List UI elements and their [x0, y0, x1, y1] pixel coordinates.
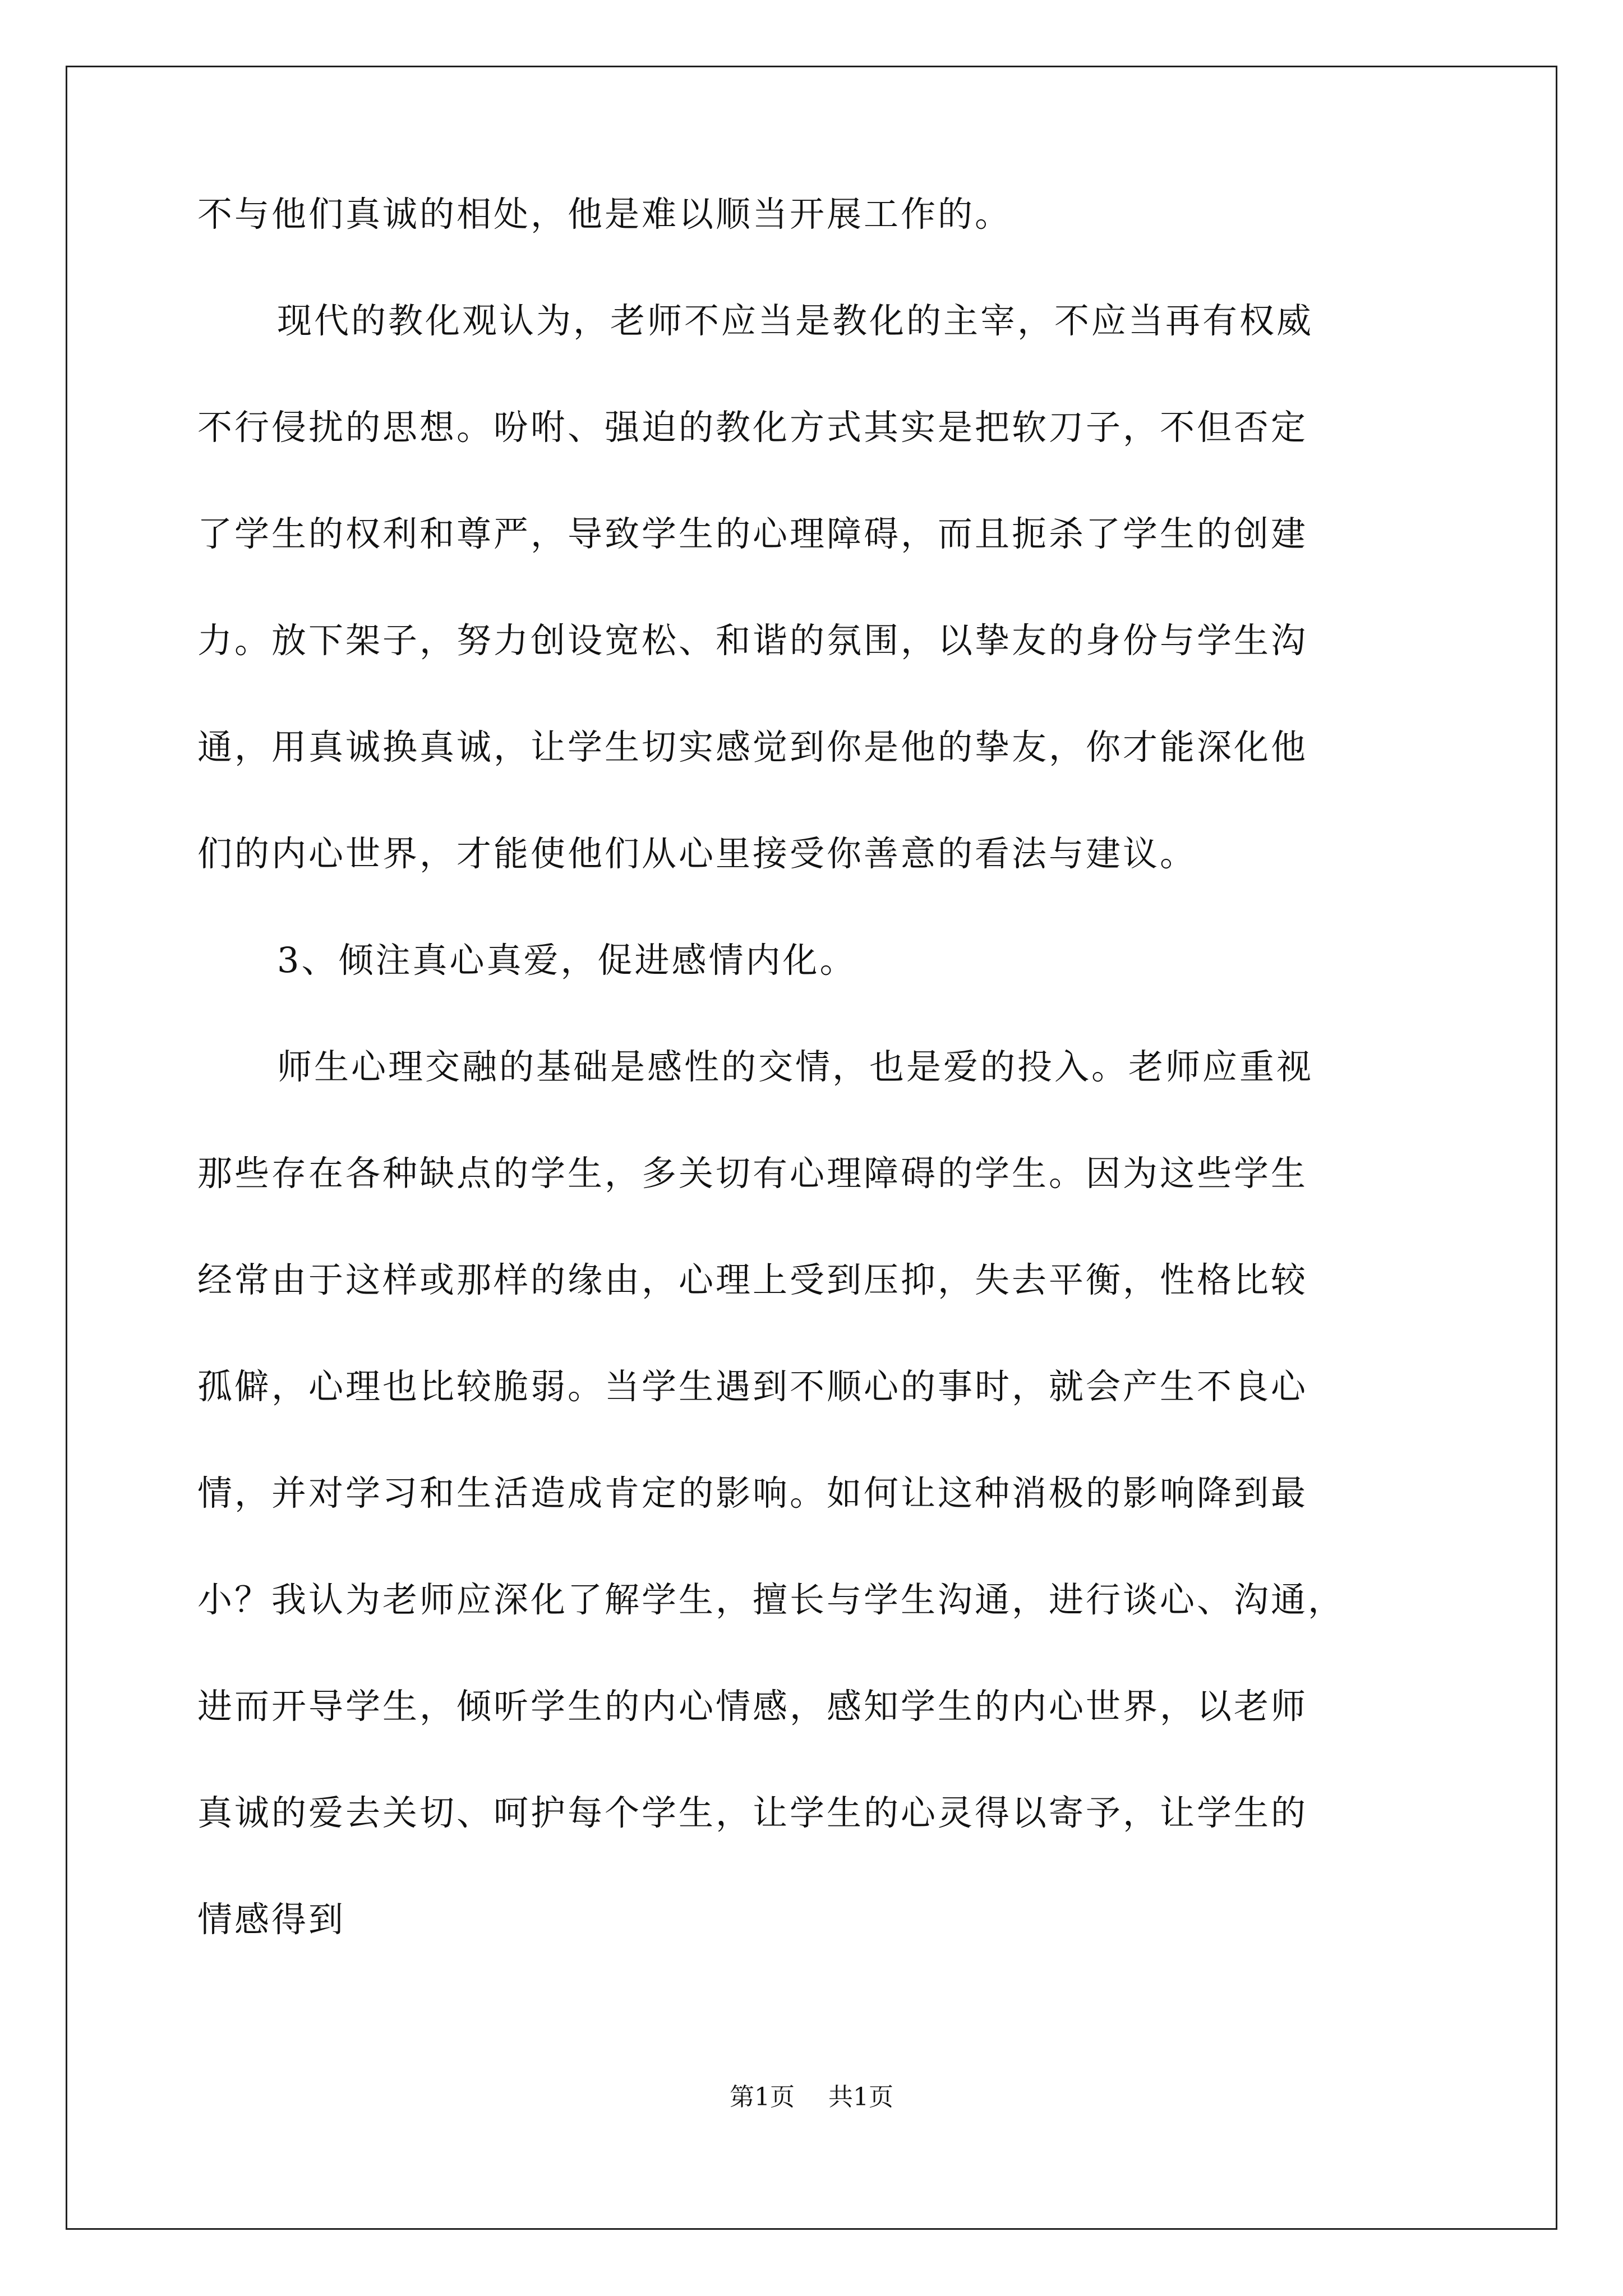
page-total: 共1页 [828, 2083, 893, 2111]
document-body [197, 196, 1431, 2008]
text-line: 小？我认为老师应深化了解学生，擅长与学生沟通，进行谈心、沟通， [197, 1579, 1345, 1620]
text-line: 了学生的权利和尊严，导致学生的心理障碍，而且扼杀了学生的创建 [197, 513, 1308, 554]
text-line: 情感得到 [197, 1899, 346, 1940]
text-line: 力。放下架子，努力创设宽松、和谐的氛围，以挚友的身份与学生沟 [197, 620, 1308, 661]
page-footer [0, 2083, 1623, 2111]
page-number: 第1页 [730, 2083, 795, 2111]
text-line: 通，用真诚换真诚，让学生切实感觉到你是他的挚友，你才能深化他 [197, 726, 1308, 767]
section-heading: 3、倾注真心真爱，促进感情内化。 [277, 940, 857, 981]
text-line: 进而开导学生，倾听学生的内心情感，感知学生的内心世界，以老师 [197, 1686, 1308, 1727]
text-line: 们的内心世界，才能使他们从心里接受你善意的看法与建议。 [197, 833, 1197, 874]
text-line: 真诚的爱去关切、呵护每个学生，让学生的心灵得以寄予，让学生的 [197, 1792, 1308, 1833]
text-line: 情，并对学习和生活造成肯定的影响。如何让这种消极的影响降到最 [197, 1473, 1308, 1513]
text-line: 孤僻，心理也比较脆弱。当学生遇到不顺心的事时，就会产生不良心 [197, 1366, 1308, 1407]
text-line: 那些存在各种缺点的学生，多关切有心理障碍的学生。因为这些学生 [197, 1153, 1308, 1194]
text-line: 不行侵扰的思想。吩咐、强迫的教化方式其实是把软刀子，不但否定 [197, 407, 1308, 448]
text-line: 现代的教化观认为，老师不应当是教化的主宰，不应当再有权威 [277, 300, 1314, 341]
text-line: 师生心理交融的基础是感性的交情，也是爱的投入。老师应重视 [277, 1046, 1314, 1087]
text-line: 经常由于这样或那样的缘由，心理上受到压抑，失去平衡，性格比较 [197, 1259, 1308, 1300]
text-line: 不与他们真诚的相处，他是难以顺当开展工作的。 [197, 194, 1012, 234]
